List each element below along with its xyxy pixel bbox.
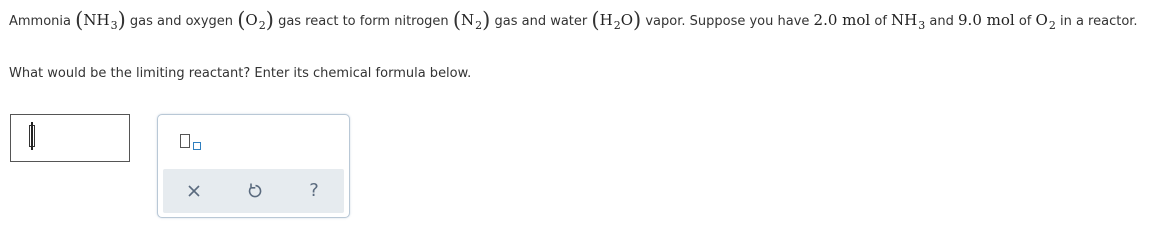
undo-icon[interactable]: [239, 177, 269, 205]
formula-palette: [157, 114, 350, 218]
help-button[interactable]: [299, 177, 329, 205]
problem-text: gas react to form nitrogen: [278, 14, 449, 29]
formula-ammonia: $NH_3$: [891, 11, 926, 32]
base-square: [180, 134, 190, 148]
close-paren: ): [265, 8, 274, 32]
answer-input[interactable]: [10, 114, 130, 162]
close-paren: ): [633, 8, 642, 32]
formula-water: $H_2O$: [599, 11, 633, 32]
open-paren: (: [75, 8, 84, 32]
text-cursor-line: [31, 122, 33, 150]
amount-ammonia: 2.0 mol: [813, 11, 871, 29]
problem-statement: [9, 6, 1144, 36]
formula-oxygen: $O_2$: [245, 11, 266, 32]
x-icon[interactable]: [179, 177, 209, 205]
formula-ammonia: $NH_3$: [83, 11, 118, 32]
problem-text: and: [929, 14, 954, 29]
close-paren: ): [482, 8, 491, 32]
formula-nitrogen: $N_2$: [461, 11, 483, 32]
open-paren: (: [591, 8, 600, 32]
open-paren: (: [452, 8, 462, 32]
problem-text: of: [1018, 14, 1032, 29]
problem-text: of: [874, 14, 887, 29]
problem-text: in a reactor.: [1059, 14, 1138, 29]
question-text: What would be the limiting reactant? Enter its chemical formula below.: [9, 66, 472, 81]
palette-action-bar: [163, 169, 344, 213]
subscript-square: [193, 142, 201, 150]
formula-oxygen: $O_2$: [1035, 11, 1056, 32]
problem-text: Ammonia: [9, 14, 71, 29]
amount-oxygen: 9.0 mol: [958, 11, 1015, 29]
problem-text: gas and oxygen: [129, 14, 234, 29]
subscript-icon[interactable]: [178, 132, 204, 154]
close-paren: ): [117, 8, 126, 32]
open-paren: (: [237, 8, 246, 32]
problem-text: vapor. Suppose you have: [645, 14, 810, 29]
help-icon: ?: [309, 180, 319, 201]
problem-text: gas and water: [494, 14, 588, 29]
